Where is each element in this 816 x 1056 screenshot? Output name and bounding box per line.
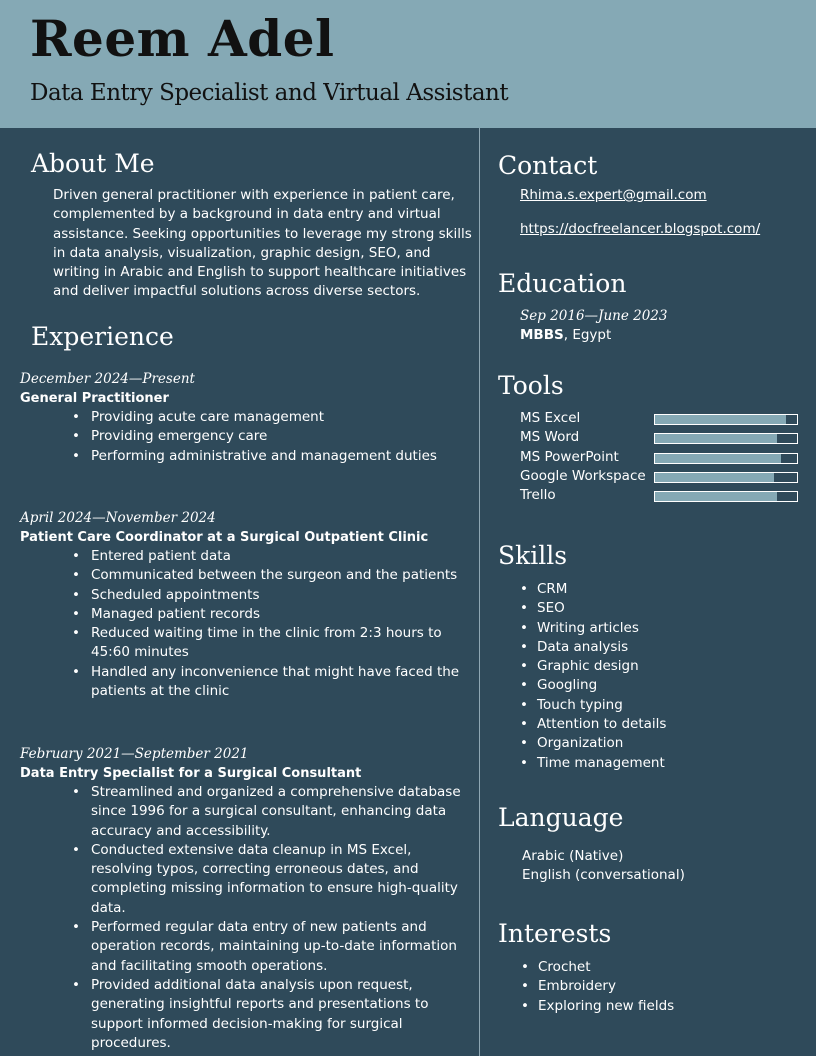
tool-name: MS PowerPoint xyxy=(520,448,619,465)
language-heading: Language xyxy=(498,803,624,832)
header-band xyxy=(0,0,816,128)
tool-name: MS Word xyxy=(520,429,580,446)
skills-list xyxy=(520,580,666,773)
list-item: • Performed regular data entry of new patients and operation records, maintaining up-to-date information and facilitating smooth operations. xyxy=(20,918,475,976)
degree-name: MBBS xyxy=(520,327,564,343)
list-item: • Googling xyxy=(520,676,666,695)
list-item: • Data analysis xyxy=(520,638,666,657)
tool-level-fill xyxy=(655,454,781,463)
list-item: • SEO xyxy=(520,599,666,618)
tool-level-bar xyxy=(654,453,798,464)
list-item: • Managed patient records xyxy=(20,605,475,624)
job-dates: April 2024—November 2024 xyxy=(20,510,216,526)
tool-row xyxy=(520,428,800,447)
tool-level-bar xyxy=(654,491,798,502)
list-item: • Attention to details xyxy=(520,715,666,734)
tool-level-bar xyxy=(654,472,798,483)
list-item: • Organization xyxy=(520,734,666,753)
tool-level-fill xyxy=(655,492,777,501)
job-dates: December 2024—Present xyxy=(20,371,195,387)
tools-heading: Tools xyxy=(498,371,564,400)
job-duties xyxy=(20,547,475,701)
list-item: • Provided additional data analysis upon request, generating insightful reports and presentations to support informed decision-making for surgical procedures. xyxy=(20,976,475,1053)
list-item: • Providing acute care management xyxy=(20,408,475,427)
list-item: • Handled any inconvenience that might have faced the patients at the clinic xyxy=(20,663,475,702)
list-item: • Conducted extensive data cleanup in MS Excel, resolving typos, correcting erroneous dates, and completing missing information to ensure high-quality data. xyxy=(20,841,475,918)
tool-level-bar xyxy=(654,414,798,425)
interests-heading: Interests xyxy=(498,919,612,948)
tool-level-bar xyxy=(654,433,798,444)
tool-row xyxy=(520,448,800,467)
email-link[interactable]: Rhima.s.expert@gmail.com xyxy=(520,187,707,203)
job-role: General Practitioner xyxy=(20,391,169,406)
job-duties xyxy=(20,408,475,466)
skills-heading: Skills xyxy=(498,541,568,570)
job-entry xyxy=(20,509,475,701)
degree-place: , Egypt xyxy=(563,327,612,343)
about-heading: About Me xyxy=(31,149,155,178)
job-entry xyxy=(20,370,475,466)
tool-row xyxy=(520,467,800,486)
interests-list xyxy=(521,958,674,1016)
job-entry xyxy=(20,745,475,1053)
job-role: Patient Care Coordinator at a Surgical Outpatient Clinic xyxy=(20,530,429,545)
candidate-name: Reem Adel xyxy=(30,9,335,68)
education-dates: Sep 2016—June 2023 xyxy=(520,308,668,324)
list-item: • Scheduled appointments xyxy=(20,586,475,605)
column-divider xyxy=(479,128,480,1056)
about-text: Driven general practitioner with experience in patient care, complemented by a background in data entry and virtual assistance. Seeking opportunities to leverage my strong skills in data analysis, visualization, graphic design, SEO, and writing in Arabic and English to support healthcare initiatives and deliver impactful solutions across diverse sectors. xyxy=(53,187,472,300)
tool-level-fill xyxy=(655,473,774,482)
tool-level-fill xyxy=(655,434,777,443)
language-item: English (conversational) xyxy=(522,867,685,883)
list-item: • Exploring new fields xyxy=(521,997,674,1016)
website-link[interactable]: https://docfreelancer.blogspot.com/ xyxy=(520,221,761,237)
list-item: • Crochet xyxy=(521,958,674,977)
job-duties xyxy=(20,783,475,1053)
list-item: • Entered patient data xyxy=(20,547,475,566)
tool-name: Google Workspace xyxy=(520,467,646,484)
list-item: • Touch typing xyxy=(520,696,666,715)
experience-heading: Experience xyxy=(31,322,174,351)
list-item: • Writing articles xyxy=(520,619,666,638)
list-item: • Performing administrative and management duties xyxy=(20,447,475,466)
list-item: • Embroidery xyxy=(521,977,674,996)
tool-level-fill xyxy=(655,415,786,424)
language-item: Arabic (Native) xyxy=(522,848,624,864)
list-item: • CRM xyxy=(520,580,666,599)
tool-name: Trello xyxy=(520,487,556,504)
tool-row xyxy=(520,409,800,428)
education-degree xyxy=(520,327,611,343)
job-title: Data Entry Specialist and Virtual Assistant xyxy=(30,80,509,106)
list-item: • Reduced waiting time in the clinic from 2:3 hours to 45:60 minutes xyxy=(20,624,475,663)
tool-name: MS Excel xyxy=(520,410,581,426)
list-item: • Streamlined and organized a comprehensive database since 1996 for a surgical consultant, enhancing data accuracy and accessibility. xyxy=(20,783,475,841)
list-item: • Providing emergency care xyxy=(20,427,475,446)
tool-row xyxy=(520,486,800,505)
list-item: • Communicated between the surgeon and the patients xyxy=(20,566,475,585)
job-dates: February 2021—September 2021 xyxy=(20,746,249,762)
contact-heading: Contact xyxy=(498,151,598,180)
job-role: Data Entry Specialist for a Surgical Consultant xyxy=(20,766,362,781)
education-heading: Education xyxy=(498,269,627,298)
list-item: • Graphic design xyxy=(520,657,666,676)
list-item: • Time management xyxy=(520,754,666,773)
